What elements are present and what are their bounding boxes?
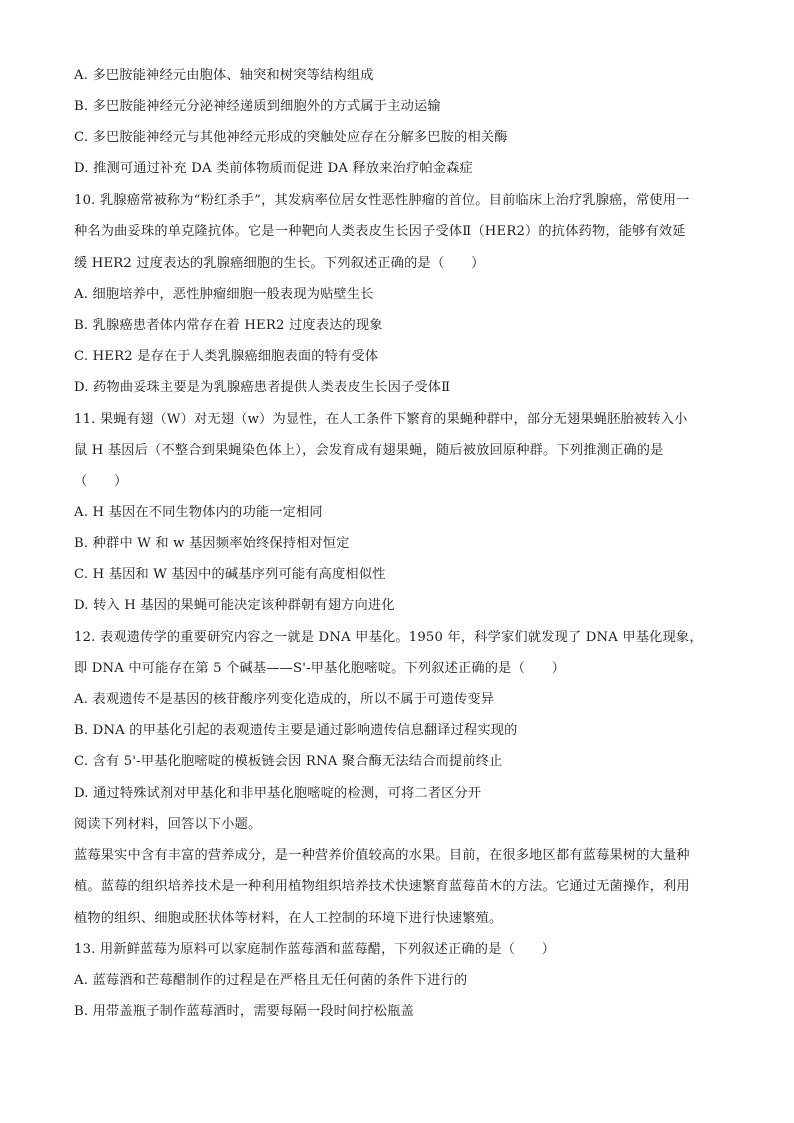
question-11-stem: （ ） bbox=[74, 474, 128, 489]
option-10c: C. HER2 是存在于人类乳腺癌细胞表面的特有受体 bbox=[74, 349, 379, 364]
question-12-stem: 即 DNA 中可能存在第 5 个碱基——S'-甲基化胞嘧啶。下列叙述正确的是（ ） bbox=[74, 661, 566, 676]
option-9b: B. 多巴胺能神经元分泌神经递质到细胞外的方式属于主动运输 bbox=[74, 99, 441, 114]
option-13b: B. 用带盖瓶子制作蓝莓酒时，需要每隔一段时间拧松瓶盖 bbox=[74, 1004, 414, 1019]
question-11-stem: 11. 果蝇有翅（W）对无翅（w）为显性，在人工条件下繁育的果蝇种群中，部分无翅果蝇胚胎被转入小 bbox=[74, 412, 688, 427]
option-11c: C. H 基因和 W 基因中的碱基序列可能有高度相似性 bbox=[74, 567, 386, 582]
option-10d: D. 药物曲妥珠主要是为乳腺癌患者提供人类表皮生长因子受体Ⅱ bbox=[74, 380, 451, 395]
question-11-stem: 鼠 H 基因后（不整合到果蝇染色体上），会发育成有翅果蝇，随后被放回原种群。下列推测正确的是 bbox=[74, 443, 664, 458]
reading-passage: 蓝莓果实中含有丰富的营养成分，是一种营养价值较高的水果。目前，在很多地区都有蓝莓果树的大量种 bbox=[74, 848, 690, 863]
question-10-stem: 缓 HER2 过度表达的乳腺癌细胞的生长。下列叙述正确的是（ ） bbox=[74, 256, 485, 271]
reading-passage: 植物的组织、细胞或胚状体等材料，在人工控制的环境下进行快速繁殖。 bbox=[74, 911, 503, 926]
option-11a: A. H 基因在不同生物体内的功能一定相同 bbox=[74, 505, 323, 520]
question-10-stem: 种名为曲妥珠的单克隆抗体。它是一种靶向人类表皮生长因子受体Ⅱ（HER2）的抗体药物，能够有效延 bbox=[74, 224, 686, 239]
option-9c: C. 多巴胺能神经元与其他神经元形成的突触处应存在分解多巴胺的相关酶 bbox=[74, 130, 508, 145]
option-12a: A. 表观遗传不是基因的核苷酸序列变化造成的，所以不属于可遗传变异 bbox=[74, 692, 495, 707]
option-11b: B. 种群中 W 和 w 基因频率始终保持相对恒定 bbox=[74, 536, 350, 551]
option-12d: D. 通过特殊试剂对甲基化和非甲基化胞嘧啶的检测，可将二者区分开 bbox=[74, 786, 482, 801]
option-12c: C. 含有 5'-甲基化胞嘧啶的模板链会因 RNA 聚合酶无法结合而提前终止 bbox=[74, 754, 503, 769]
question-12-stem: 12. 表观遗传学的重要研究内容之一就是 DNA 甲基化。1950 年，科学家们就发现了 DNA 甲基化现象， bbox=[74, 630, 703, 645]
question-13-stem: 13. 用新鲜蓝莓为原料可以家庭制作蓝莓酒和蓝莓醋，下列叙述正确的是（ ） bbox=[74, 942, 556, 957]
option-9a: A. 多巴胺能神经元由胞体、轴突和树突等结构组成 bbox=[74, 68, 374, 83]
option-9d: D. 推测可通过补充 DA 类前体物质而促进 DA 释放来治疗帕金森症 bbox=[74, 161, 473, 176]
option-10b: B. 乳腺癌患者体内常存在着 HER2 过度表达的现象 bbox=[74, 318, 383, 333]
option-11d: D. 转入 H 基因的果蝇可能决定该种群朝有翅方向进化 bbox=[74, 598, 395, 613]
reading-passage: 植。蓝莓的组织培养技术是一种利用植物组织培养技术快速繁育蓝莓苗木的方法。它通过无菌操作，利用 bbox=[74, 879, 690, 894]
option-12b: B. DNA 的甲基化引起的表观遗传主要是通过影响遗传信息翻译过程实现的 bbox=[74, 723, 518, 738]
option-10a: A. 细胞培养中，恶性肿瘤细胞一般表现为贴壁生长 bbox=[74, 287, 374, 302]
question-10-stem: 10. 乳腺癌常被称为“粉红杀手”，其发病率位居女性恶性肿瘤的首位。目前临床上治疗乳腺癌，常使用一 bbox=[74, 193, 690, 208]
option-13a: A. 蓝莓酒和芒莓醋制作的过程是在严格且无任何菌的条件下进行的 bbox=[74, 973, 468, 988]
reading-instruction: 阅读下列材料，回答以下小题。 bbox=[74, 817, 262, 832]
